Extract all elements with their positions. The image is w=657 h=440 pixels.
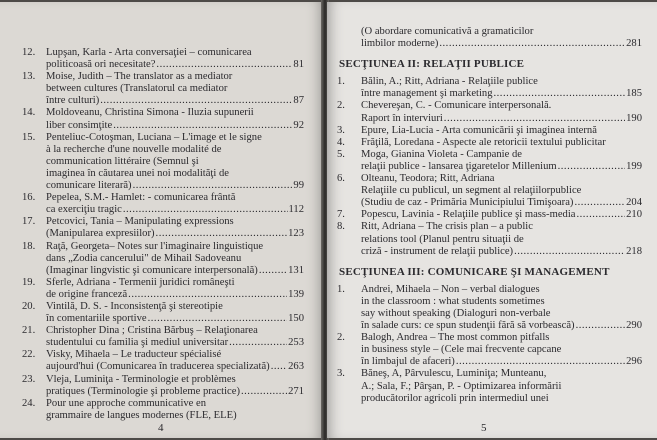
entry-text-line: limbilor moderne) bbox=[361, 38, 439, 50]
toc-list-right bbox=[337, 26, 642, 405]
entry-text-line: Raport în interviuri bbox=[361, 112, 443, 124]
leader-dots bbox=[439, 38, 625, 50]
toc-entry bbox=[337, 149, 642, 173]
toc-entry bbox=[22, 325, 304, 349]
entry-page-number: 190 bbox=[626, 112, 642, 124]
entry-text-line: Popescu, Lavinia - Relaţiile publice şi mass-media bbox=[361, 209, 576, 221]
entry-body bbox=[46, 241, 304, 277]
entry-text-line: Visky, Mihaela – Le traducteur spécialisé bbox=[46, 349, 222, 361]
entry-number: 16. bbox=[22, 192, 36, 204]
entry-text-line: între culturi) bbox=[46, 95, 100, 107]
leader-dots bbox=[456, 356, 625, 368]
entry-last-line bbox=[46, 313, 304, 325]
entry-text-line: Balogh, Andrea – The most common pitfalls bbox=[361, 332, 550, 344]
entry-text-line: de origine franceză bbox=[46, 288, 128, 300]
entry-page-number: 204 bbox=[626, 197, 642, 209]
entry-page-number: 81 bbox=[293, 59, 304, 71]
left-page bbox=[0, 2, 323, 438]
entry-page-number: 290 bbox=[626, 320, 642, 332]
entry-page-number: 263 bbox=[288, 361, 304, 373]
entry-page-number: 92 bbox=[293, 119, 304, 131]
toc-entry bbox=[22, 241, 304, 277]
entry-text-line: ca exerciţiu tragic bbox=[46, 204, 122, 216]
entry-number: 1. bbox=[337, 76, 345, 88]
entry-page-number: 281 bbox=[626, 38, 642, 50]
leader-dots bbox=[444, 113, 625, 125]
leader-dots bbox=[271, 361, 287, 373]
toc-entry bbox=[22, 374, 304, 398]
entry-text-line: (Manipularea expresiilor) bbox=[46, 228, 155, 240]
entry-number: 19. bbox=[22, 276, 36, 288]
entry-body bbox=[46, 374, 304, 398]
entry-last-line bbox=[46, 180, 304, 192]
entry-body bbox=[46, 277, 304, 301]
entry-number: 14. bbox=[22, 107, 36, 119]
toc-entry bbox=[22, 107, 304, 131]
leader-dots bbox=[514, 246, 625, 258]
entry-text-line: Pepelea, S.M.- Hamlet: - comunicarea frântă bbox=[46, 192, 236, 204]
entry-last-line bbox=[361, 209, 642, 221]
entry-text-line: în salade curs: ce spun studenţii fără să vorbească) bbox=[361, 320, 575, 332]
entry-body bbox=[46, 216, 304, 240]
entry-last-line bbox=[361, 320, 642, 332]
entry-text-line: Frăţilă, Loredana - Aspecte ale retoricii textului publicitar bbox=[361, 136, 606, 148]
leader-dots bbox=[128, 289, 287, 301]
entry-text-line: dans „Zodia cancerului" de Mihail Sadoveanu bbox=[46, 252, 242, 264]
entry-number: 24. bbox=[22, 397, 36, 409]
leader-dots bbox=[123, 204, 288, 216]
leader-dots bbox=[229, 337, 287, 349]
toc-entry bbox=[22, 216, 304, 240]
entry-page-number: 87 bbox=[293, 95, 304, 107]
entry-body bbox=[361, 100, 642, 124]
entry-number: 23. bbox=[22, 373, 36, 385]
entry-last-line bbox=[46, 337, 304, 349]
toc-entry bbox=[337, 76, 642, 100]
entry-page-number: 210 bbox=[626, 209, 642, 221]
entry-page-number: 139 bbox=[288, 288, 304, 300]
right-page bbox=[327, 2, 657, 438]
entry-text-line: Moga, Gianina Violeta - Campanie de bbox=[361, 148, 522, 160]
entry-text-line: Raţă, Georgeta– Notes sur l'imaginaire linguistique bbox=[46, 240, 264, 252]
entry-number: 18. bbox=[22, 240, 36, 252]
toc-entry bbox=[22, 47, 304, 71]
entry-text-line: Sferle, Adriana - Termenii juridici româneşti bbox=[46, 276, 235, 288]
entry-body bbox=[46, 349, 304, 373]
entry-body bbox=[361, 284, 642, 332]
entry-text-line: Relaţiile cu publicul, un segment al relaţiilorpublice bbox=[361, 185, 582, 197]
page-number-left: 4 bbox=[158, 422, 164, 434]
toc-entry bbox=[22, 301, 304, 325]
entry-body bbox=[46, 107, 304, 131]
entry-last-line bbox=[361, 197, 642, 209]
entry-page-number: 131 bbox=[288, 264, 304, 276]
entry-number: 13. bbox=[22, 71, 36, 83]
toc-entry bbox=[337, 221, 642, 257]
entry-text-line: producătorilor agricoli prin intermediul unei bbox=[361, 392, 549, 404]
toc-entry bbox=[22, 349, 304, 373]
leader-dots bbox=[113, 120, 292, 132]
entry-body bbox=[361, 26, 642, 50]
section-heading: SECŢIUNEA III: COMUNICARE ŞI MANAGEMENT bbox=[339, 265, 610, 278]
entry-body bbox=[46, 71, 304, 107]
entry-number: 2. bbox=[337, 332, 345, 344]
toc-entry bbox=[337, 137, 642, 149]
leader-dots bbox=[100, 95, 292, 107]
entry-body bbox=[361, 173, 642, 209]
entry-last-line bbox=[361, 113, 642, 125]
toc-entry bbox=[22, 71, 304, 107]
entry-last-line bbox=[46, 204, 304, 216]
entry-text-line: between cultures (Translatorul ca mediator bbox=[46, 83, 228, 95]
page-number-right: 5 bbox=[481, 422, 487, 434]
entry-body bbox=[361, 76, 642, 100]
entry-last-line bbox=[361, 38, 642, 50]
entry-text-line: grammaire de langues modernes (FLE, ELE) bbox=[46, 409, 237, 421]
entry-page-number: 150 bbox=[288, 313, 304, 325]
entry-text-line: între management şi marketing bbox=[361, 88, 493, 100]
entry-number: 7. bbox=[337, 209, 345, 221]
entry-page-number: 199 bbox=[626, 160, 642, 172]
entry-number: 22. bbox=[22, 349, 36, 361]
entry-number: 6. bbox=[337, 173, 345, 185]
entry-last-line bbox=[46, 228, 304, 240]
entry-number: 15. bbox=[22, 131, 36, 143]
entry-number: 3. bbox=[337, 124, 345, 136]
entry-number: 1. bbox=[337, 283, 345, 295]
toc-entry bbox=[337, 125, 642, 137]
entry-body bbox=[46, 301, 304, 325]
entry-last-line bbox=[361, 161, 642, 173]
toc-entry bbox=[22, 192, 304, 216]
section-heading: SECŢIUNEA II: RELAŢII PUBLICE bbox=[339, 58, 525, 71]
entry-text-line: Chevereşan, C. - Comunicare interpersonală. bbox=[361, 100, 552, 112]
entry-text-line: Andrei, Mihaela – Non – verbal dialogues bbox=[361, 283, 540, 295]
entry-text-line: relations tool (Planul pentru situaţii de bbox=[361, 233, 524, 245]
entry-last-line bbox=[46, 59, 304, 71]
entry-text-line: Olteanu, Teodora; Ritt, Adriana bbox=[361, 173, 495, 185]
leader-dots bbox=[241, 386, 287, 398]
entry-body bbox=[46, 192, 304, 216]
entry-last-line bbox=[46, 265, 304, 277]
entry-page-number: 271 bbox=[288, 385, 304, 397]
leader-dots bbox=[133, 180, 293, 192]
entry-text-line: say without speaking (Dialoguri non-verbale bbox=[361, 307, 551, 319]
entry-body bbox=[361, 368, 642, 404]
leader-dots bbox=[576, 320, 626, 332]
toc-entry bbox=[337, 368, 642, 404]
entry-text-line: A.; Sala, F.; Pârşan, P. - Optimizarea informării bbox=[361, 380, 562, 392]
toc-entry bbox=[337, 100, 642, 124]
entry-body bbox=[361, 209, 642, 221]
entry-number: 8. bbox=[337, 221, 345, 233]
entry-body bbox=[361, 125, 642, 137]
entry-text-line: (O abordare comunicativă a gramaticilor bbox=[361, 26, 534, 37]
entry-text-line: à la recherche d'une nouvelle modalité de bbox=[46, 143, 222, 155]
entry-body bbox=[361, 149, 642, 173]
entry-number: 21. bbox=[22, 325, 36, 337]
entry-last-line bbox=[46, 386, 304, 398]
toc-entry bbox=[337, 284, 642, 332]
entry-text-line: Pour une approche communicative en bbox=[46, 397, 207, 409]
entry-page-number: 123 bbox=[288, 228, 304, 240]
entry-body bbox=[46, 325, 304, 349]
entry-text-line: Moise, Judith – The translator as a mediator bbox=[46, 71, 233, 83]
leader-dots bbox=[558, 161, 625, 173]
entry-text-line: imaginea în căutarea unei noi modalităţi de bbox=[46, 167, 229, 179]
entry-text-line: aujourd'hui (Comunicarea în traducerea specializată) bbox=[46, 361, 270, 373]
toc-entry bbox=[22, 398, 304, 422]
toc-entry bbox=[22, 277, 304, 301]
entry-text-line: Lupşan, Karla - Arta conversaţiei – comunicarea bbox=[46, 47, 252, 58]
entry-last-line bbox=[46, 289, 304, 301]
leader-dots bbox=[156, 59, 292, 71]
entry-number: 20. bbox=[22, 300, 36, 312]
entry-number: 3. bbox=[337, 368, 345, 380]
entry-number: 5. bbox=[337, 148, 345, 160]
entry-text-line: politicoasă ori necesitate? bbox=[46, 59, 156, 71]
leader-dots bbox=[156, 228, 288, 240]
entry-page-number: 296 bbox=[626, 356, 642, 368]
entry-page-number: 185 bbox=[626, 88, 642, 100]
entry-text-line: studentului cu familia şi mediul universitar bbox=[46, 337, 229, 349]
leader-dots bbox=[494, 88, 626, 100]
entry-text-line: în limbajul de afaceri) bbox=[361, 356, 455, 368]
entry-text-line: Moldoveanu, Christina Simona - Iluzia supunerii bbox=[46, 107, 254, 119]
entry-number: 12. bbox=[22, 47, 36, 58]
entry-number: 4. bbox=[337, 136, 345, 148]
entry-text-line: Vleja, Luminiţa - Terminologie et problèmes bbox=[46, 373, 236, 385]
entry-text-line: Epure, Lia-Lucia - Arta comunicării şi imaginea internă bbox=[361, 124, 597, 136]
entry-last-line bbox=[46, 95, 304, 107]
leader-dots bbox=[574, 197, 625, 209]
entry-text-line: communication littéraire (Semnul şi bbox=[46, 155, 199, 167]
toc-entry bbox=[337, 332, 642, 368]
entry-body bbox=[361, 332, 642, 368]
entry-text-line: liber consimţite bbox=[46, 119, 113, 131]
entry-text-line: criză - instrument de relaţii publice) bbox=[361, 245, 514, 257]
entry-text-line: relaţii publice - lansarea ţigaretelor Millenium bbox=[361, 160, 557, 172]
entry-last-line bbox=[361, 356, 642, 368]
entry-text-line: Băneş, A, Pârvulescu, Luminiţa; Munteanu, bbox=[361, 368, 547, 380]
entry-body bbox=[46, 398, 304, 422]
leader-dots bbox=[259, 265, 287, 277]
entry-text-line: in the classroom : what students sometimes bbox=[361, 295, 545, 307]
entry-page-number: 99 bbox=[293, 180, 304, 192]
entry-page-number: 112 bbox=[288, 204, 304, 216]
entry-text-line: Ritt, Adriana – The crisis plan – a public bbox=[361, 221, 533, 233]
entry-page-number: 218 bbox=[626, 245, 642, 257]
entry-text-line: Vintilă, D. S. - Inconsistenţă şi stereotipie bbox=[46, 300, 223, 312]
entry-text-line: Bălin, A.; Ritt, Adriana - Relaţiile publice bbox=[361, 76, 538, 88]
entry-text-line: în comentariile sportive bbox=[46, 313, 147, 325]
toc-entry bbox=[337, 26, 642, 50]
entry-text-line: Petcovici, Tania – Manipulating expressions bbox=[46, 216, 234, 228]
entry-last-line bbox=[46, 361, 304, 373]
entry-text-line: (Studiu de caz - Primăria Municipiului Timişoara) bbox=[361, 197, 574, 209]
entry-body bbox=[46, 47, 304, 71]
entry-text-line: (Imaginar lingvistic şi comunicare interpersonală) bbox=[46, 264, 258, 276]
toc-entry bbox=[337, 209, 642, 221]
entry-body bbox=[361, 221, 642, 257]
entry-last-line bbox=[46, 120, 304, 132]
entry-text-line: Christopher Dina ; Cristina Bărbuş – Relaţionarea bbox=[46, 325, 258, 337]
entry-body bbox=[46, 132, 304, 192]
entry-text-line: Penteliuc-Cotoşman, Luciana – L'image et le signe bbox=[46, 131, 262, 143]
entry-last-line bbox=[361, 88, 642, 100]
entry-text-line: pratiques (Terminologie şi probleme practice) bbox=[46, 385, 240, 397]
toc-entry bbox=[337, 173, 642, 209]
entry-text-line: comunicare literară) bbox=[46, 180, 132, 192]
toc-entry bbox=[22, 132, 304, 192]
entry-page-number: 253 bbox=[288, 337, 304, 349]
entry-number: 17. bbox=[22, 216, 36, 228]
entry-indent bbox=[337, 26, 361, 50]
entry-body bbox=[361, 137, 642, 149]
entry-text-line: in business style – (Cele mai frecvente capcane bbox=[361, 344, 562, 356]
leader-dots bbox=[148, 313, 287, 325]
toc-list-left bbox=[22, 47, 304, 422]
entry-number: 2. bbox=[337, 100, 345, 112]
leader-dots bbox=[576, 209, 625, 221]
entry-last-line bbox=[361, 246, 642, 258]
